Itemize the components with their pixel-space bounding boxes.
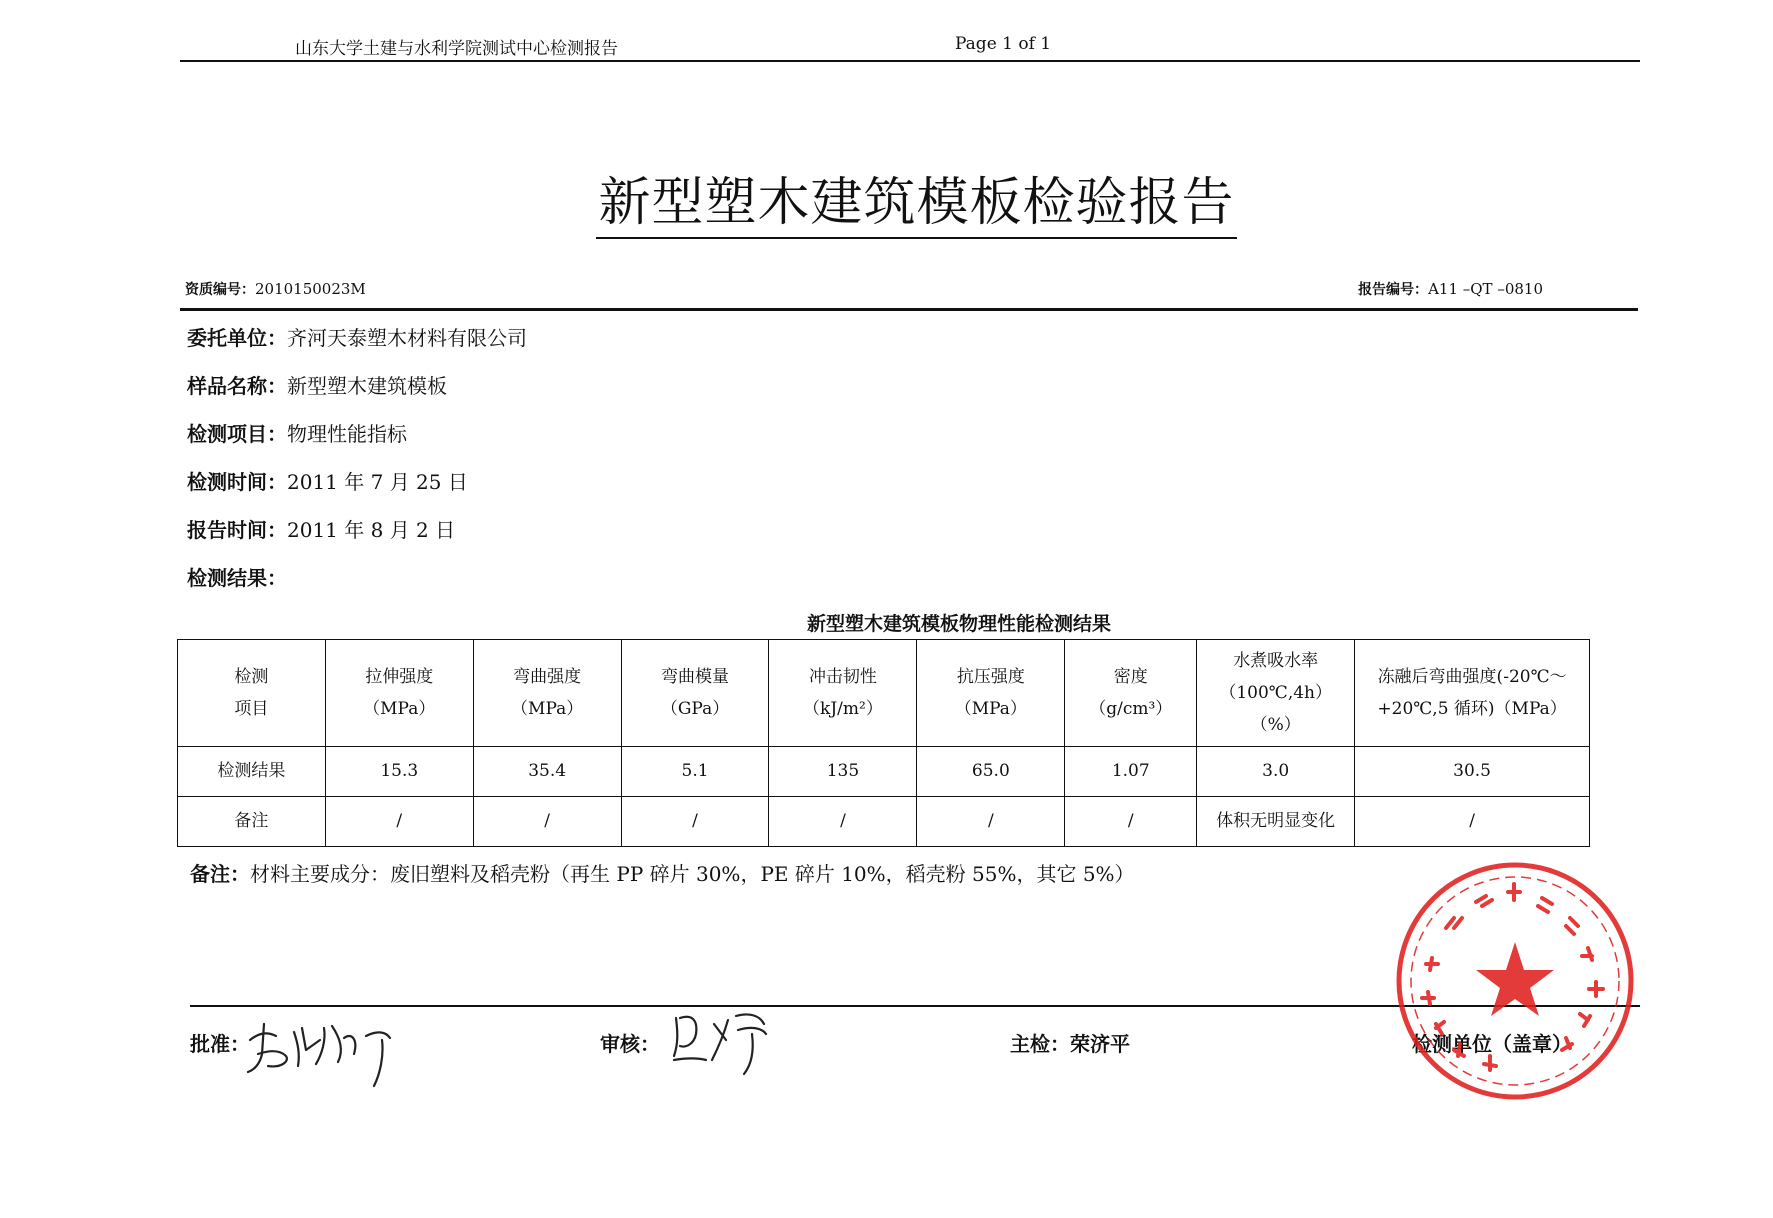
field-label: 检测项目： [187,422,287,446]
header-cell: 冲击韧性 （kJ/m²） [769,640,917,747]
title-rule [180,308,1638,311]
header-cell: 冻融后弯曲强度(-20℃～ +20℃,5 循环)（MPa） [1355,640,1590,747]
field-label: 报告时间： [187,518,287,542]
field-client [187,322,527,351]
header-cell: 弯曲强度 （MPa） [473,640,621,747]
approve-label: 批准： [190,1032,250,1056]
note-label: 备注： [190,862,250,886]
field-sample-name [187,370,447,399]
report-number-label: 报告编号： [1358,282,1429,298]
table-cell: 1.07 [1065,747,1197,797]
table-cell: / [1355,797,1590,847]
header-cell: 抗压强度 （MPa） [917,640,1065,747]
table-cell: / [473,797,621,847]
testing-unit-label: 检测单位（盖章） [1412,1032,1572,1056]
field-label: 检测时间： [187,470,287,494]
table-cell: 检测结果 [178,747,326,797]
header-cell: 水煮吸水率 （100℃,4h） （%） [1197,640,1355,747]
table-cell: 135 [769,747,917,797]
table-cell: 35.4 [473,747,621,797]
header-cell: 拉伸强度 （MPa） [325,640,473,747]
table-cell: / [325,797,473,847]
field-label: 检测结果： [187,566,287,590]
table-cell: / [1065,797,1197,847]
qualification-value: 2010150023M [255,280,366,298]
table-header-row [178,640,1590,747]
field-test-item [187,418,407,447]
report-title: 新型塑木建筑模板检验报告 [0,160,1773,235]
official-seal-stamp [1392,858,1638,1104]
field-report-date [187,514,455,543]
field-label: 样品名称： [187,374,287,398]
composition-note [190,858,1135,887]
header-cell: 检测 项目 [178,640,326,747]
table-cell: 3.0 [1197,747,1355,797]
review-signature [668,1004,788,1084]
field-value: 2011 年 7 月 25 日 [287,470,468,494]
review-label: 审核： [600,1032,660,1056]
report-number [1358,279,1543,299]
field-test-date [187,466,468,495]
field-results [187,562,287,591]
header-cell: 弯曲模量 （GPa） [621,640,769,747]
field-value: 新型塑木建筑模板 [287,374,447,398]
header-cell: 密度 （g/cm³） [1065,640,1197,747]
table-cell: / [769,797,917,847]
table-row-remarks [178,797,1590,847]
table-row-results [178,747,1590,797]
table-title: 新型塑木建筑模板物理性能检测结果 [806,613,1111,635]
field-value: 2011 年 8 月 2 日 [287,518,456,542]
field-label: 委托单位： [187,326,287,350]
qualification-number [185,279,366,299]
report-number-value: A11 –QT –0810 [1428,280,1543,298]
note-text: 材料主要成分：废旧塑料及稻壳粉（再生 PP 碎片 30%，PE 碎片 10%，稻壳粉 55%，其它 5%） [250,862,1135,886]
field-value: 物理性能指标 [287,422,407,446]
table-cell: / [621,797,769,847]
inspector-label: 主检：荣济平 [1010,1032,1130,1056]
table-cell: 30.5 [1355,747,1590,797]
table-cell: / [917,797,1065,847]
header-institution: 山东大学土建与水利学院测试中心检测报告 [295,39,618,59]
field-value: 齐河天泰塑木材料有限公司 [287,326,527,350]
table-cell: 备注 [178,797,326,847]
header-page-number: Page 1 of 1 [955,34,1052,54]
table-cell: 体积无明显变化 [1197,797,1355,847]
header-rule [180,60,1640,62]
approve-signature [240,1010,410,1090]
inspector-name: 荣济平 [1070,1032,1130,1056]
qualification-label: 资质编号： [185,282,255,298]
table-cell: 5.1 [621,747,769,797]
results-table [177,639,1590,847]
table-cell: 65.0 [917,747,1065,797]
table-cell: 15.3 [325,747,473,797]
